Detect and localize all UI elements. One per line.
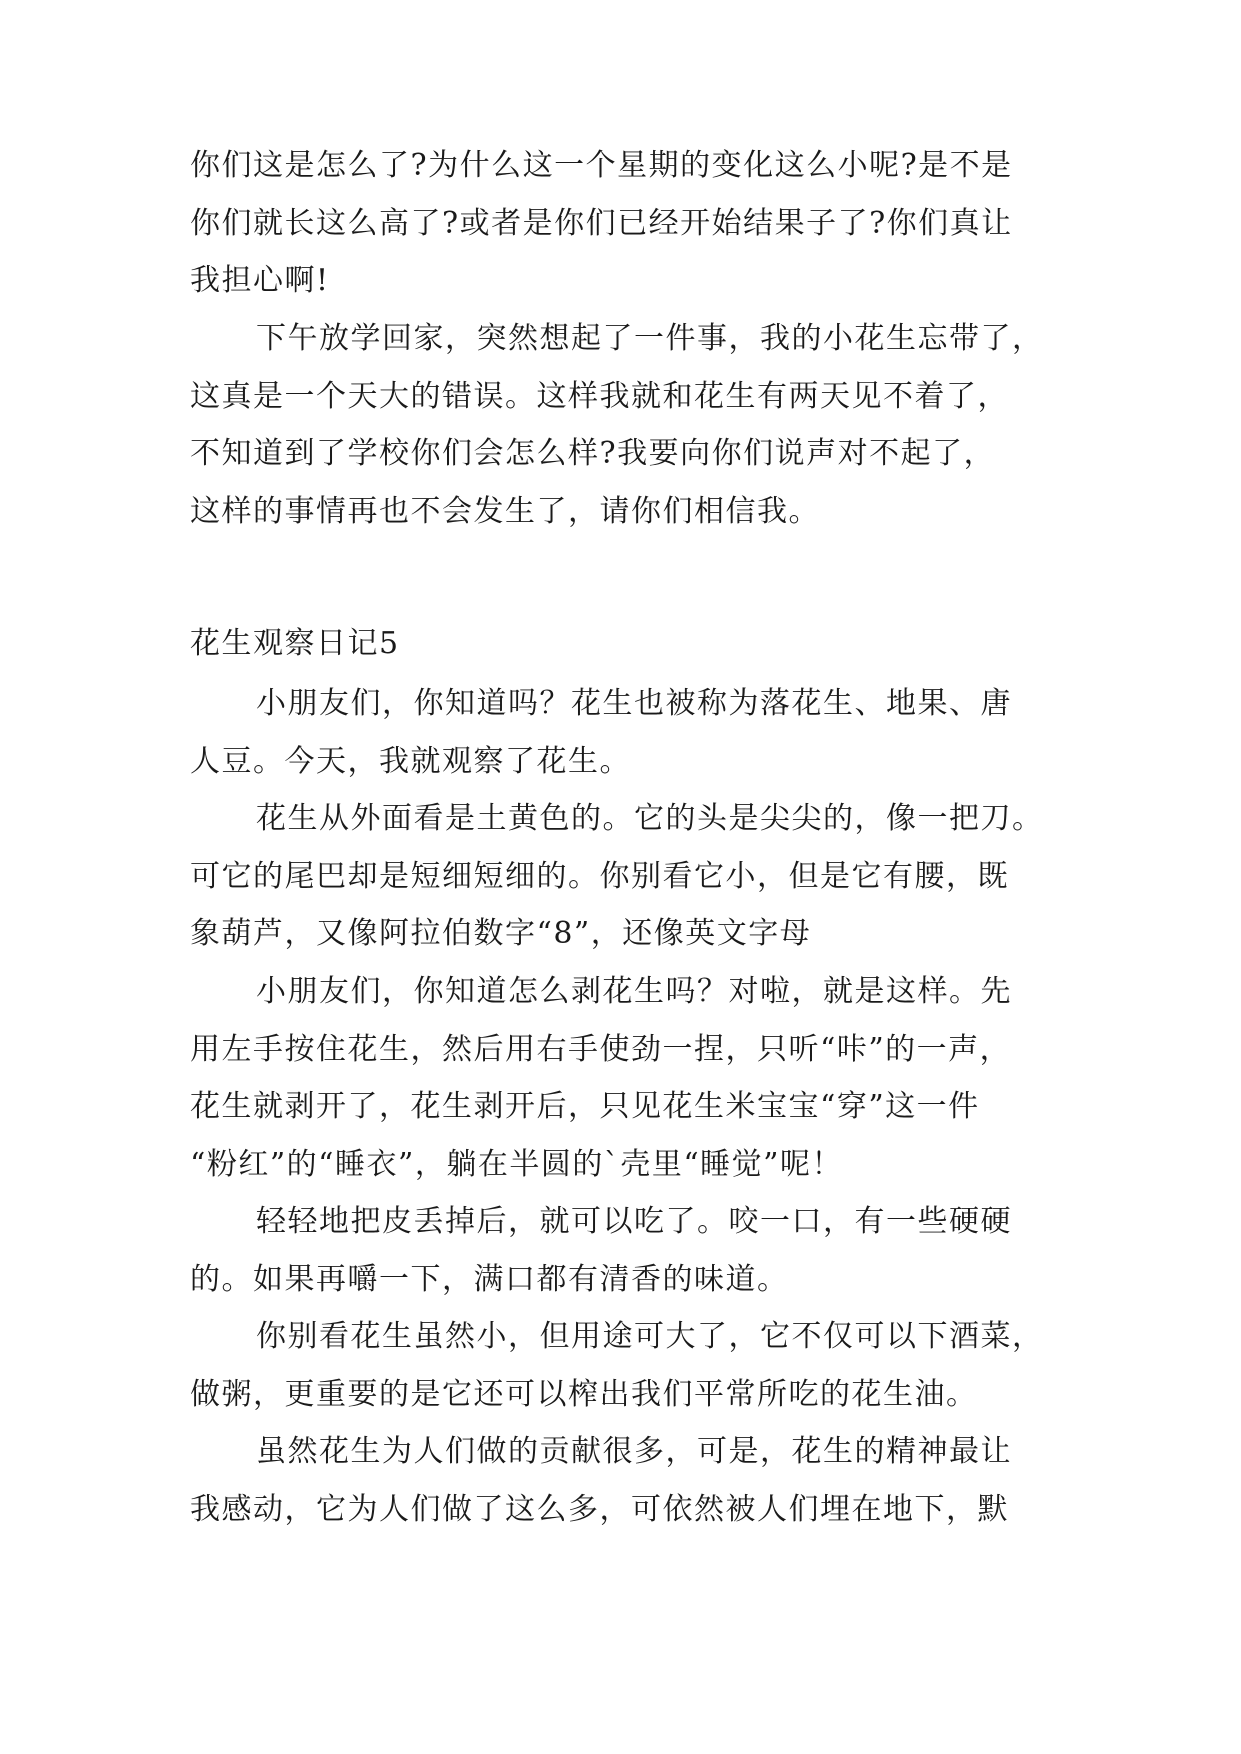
text-line: 小朋友们，你知道怎么剥花生吗？对啦，就是这样。先 <box>256 974 1012 1009</box>
text-line: 可它的尾巴却是短细短细的。你别看它小，但是它有腰，既 <box>190 858 1009 894</box>
text-line: 你们就长这么高了?或者是你们已经开始结果子了?你们真让 <box>190 205 1013 241</box>
text-line: 这样的事情再也不会发生了，请你们相信我。 <box>190 493 820 529</box>
paragraph-after-school <box>190 310 1050 540</box>
text-line: 你们这是怎么了?为什么这一个星期的变化这么小呢?是不是 <box>190 148 1013 183</box>
text-line: 做粥，更重要的是它还可以榨出我们平常所吃的花生油。 <box>190 1376 978 1412</box>
text-line: 花生就剥开了，花生剥开后，只见花生米宝宝“穿”这一件 <box>190 1089 980 1124</box>
text-line: 象葫芦，又像阿拉伯数字“8”，还像英文字母 <box>190 916 812 951</box>
paragraph-spirit <box>190 1423 1050 1538</box>
section-heading <box>190 615 1050 673</box>
paragraph-peeling <box>190 963 1050 1193</box>
paragraph-appearance <box>190 790 1050 963</box>
text-line: 用左手按住花生，然后用右手使劲一捏，只听“咔”的一声， <box>190 1031 1012 1067</box>
text-line: 这真是一个天大的错误。这样我就和花生有两天见不着了， <box>190 378 1009 414</box>
heading-text: 花生观察日记5 <box>190 626 400 661</box>
text-line: 我感动，它为人们做了这么多，可依然被人们埋在地下，默 <box>190 1491 1009 1527</box>
paragraph-eating <box>190 1193 1050 1308</box>
paragraph-continued <box>190 137 1050 310</box>
text-line: 你别看花生虽然小，但用途可大了，它不仅可以下酒菜， <box>256 1319 1044 1354</box>
text-line: 的。如果再嚼一下，满口都有清香的味道。 <box>190 1261 789 1297</box>
text-line: 人豆。今天，我就观察了花生。 <box>190 743 631 779</box>
text-line: 花生从外面看是土黄色的。它的头是尖尖的，像一把刀。 <box>256 801 1044 836</box>
text-line: 小朋友们，你知道吗？花生也被称为落花生、地果、唐 <box>256 686 1012 721</box>
text-line: 下午放学回家，突然想起了一件事，我的小花生忘带了， <box>256 321 1044 356</box>
text-line: 不知道到了学校你们会怎么样?我要向你们说声对不起了， <box>190 436 996 471</box>
text-line: “粉红”的“睡衣”，躺在半圆的`壳里“睡觉”呢！ <box>190 1146 844 1182</box>
text-line: 虽然花生为人们做的贡献很多，可是，花生的精神最让 <box>256 1434 1012 1469</box>
paragraph-uses <box>190 1308 1050 1423</box>
text-line: 轻轻地把皮丢掉后，就可以吃了。咬一口，有一些硬硬 <box>256 1204 1012 1239</box>
paragraph-intro <box>190 675 1050 790</box>
text-line: 我担心啊! <box>190 263 330 298</box>
